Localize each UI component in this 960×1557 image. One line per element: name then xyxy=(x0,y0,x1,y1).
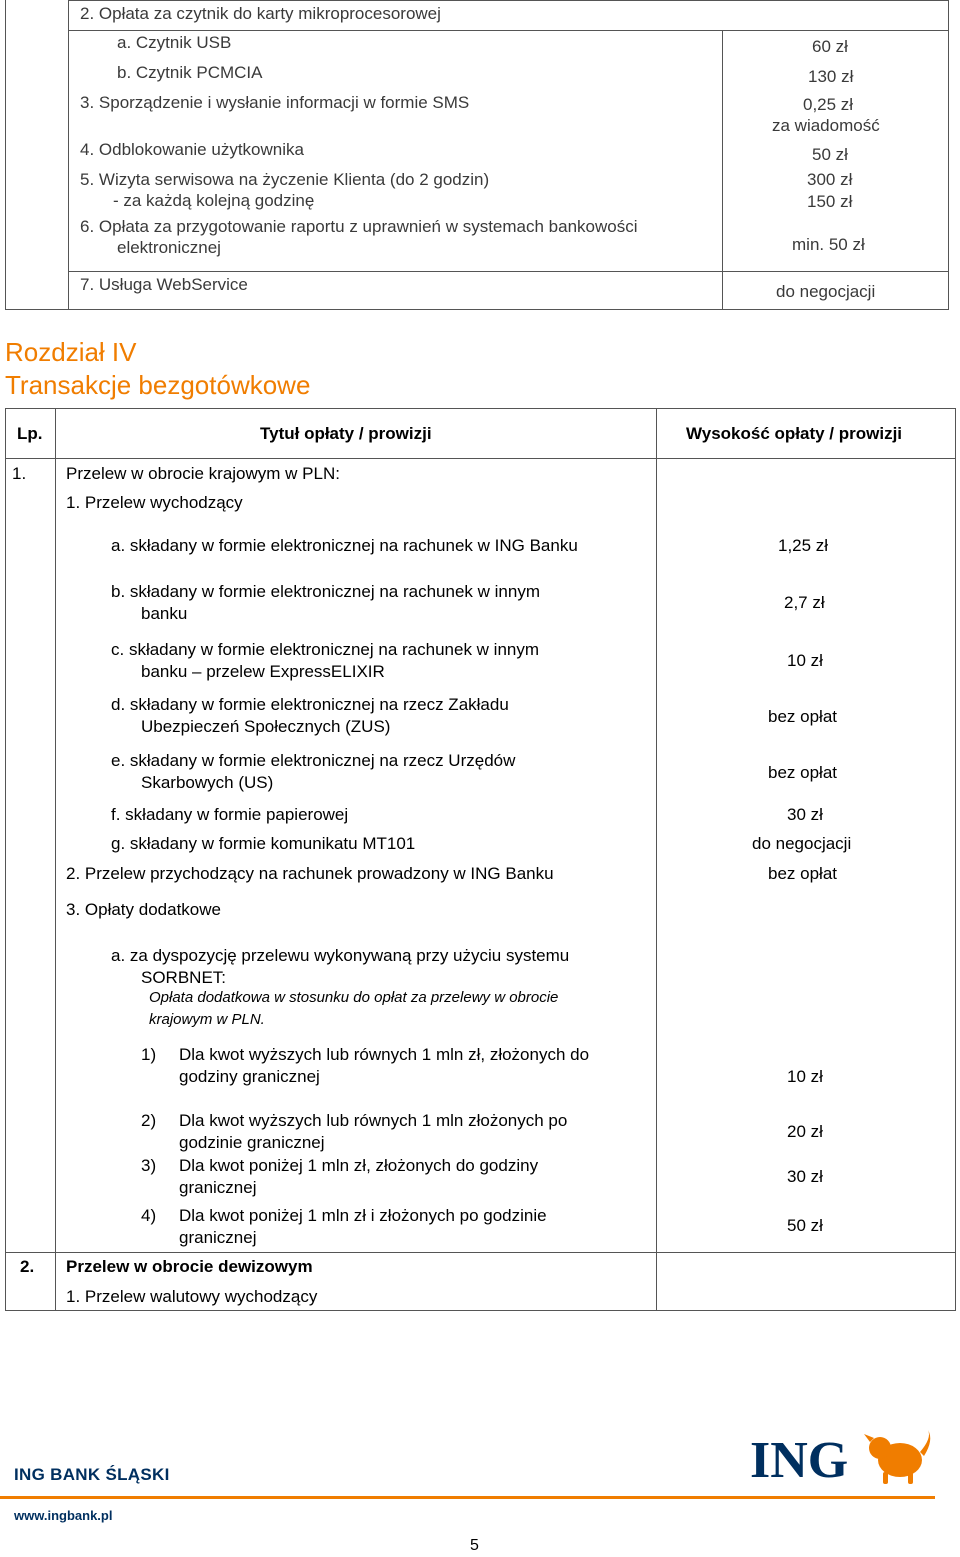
table-border xyxy=(55,408,56,1311)
incoming-transfer-value: bez opłat xyxy=(768,864,837,883)
fee-value: 300 zł xyxy=(807,170,853,189)
group-number: 2. xyxy=(20,1257,35,1276)
transfer-row-value: 30 zł xyxy=(787,805,823,824)
transfer-row-value: 2,7 zł xyxy=(784,593,825,612)
transfer-row-value: do negocjacji xyxy=(752,834,852,853)
group-number: 1. xyxy=(12,464,27,483)
fee-value: 150 zł xyxy=(807,192,853,211)
table-border xyxy=(68,30,949,31)
transfer-row-value: bez opłat xyxy=(768,763,837,782)
fee-item: elektronicznej xyxy=(117,238,221,257)
sub-item-value: 30 zł xyxy=(787,1167,823,1186)
fee-item: 5. Wizyta serwisowa na życzenie Klienta (do 2 godzin) xyxy=(80,170,490,189)
bank-url: www.ingbank.pl xyxy=(14,1508,113,1523)
sub-item-label: granicznej xyxy=(179,1178,257,1197)
transfer-row-label: e. składany w formie elektronicznej na rzecz Urzędów xyxy=(111,751,516,770)
transfer-row-label: g. składany w formie komunikatu MT101 xyxy=(111,834,416,853)
fee-value: 50 zł xyxy=(812,145,848,164)
incoming-transfer-label: 2. Przelew przychodzący na rachunek prowadzony w ING Banku xyxy=(66,864,554,883)
fee-item: - za każdą kolejną godzinę xyxy=(113,191,315,210)
sub-item-label: godziny granicznej xyxy=(179,1067,320,1086)
sorbnet-label: a. za dyspozycję przelewu wykonywaną przy użyciu systemu xyxy=(111,946,570,965)
table-border xyxy=(5,1310,956,1311)
sub-item-number: 4) xyxy=(141,1206,157,1225)
header-title: Tytuł opłaty / prowizji xyxy=(260,424,432,443)
fee-item: 2. Opłata za czytnik do karty mikroprocesorowej xyxy=(80,4,441,23)
sub-item-label: Dla kwot poniżej 1 mln zł, złożonych do godziny xyxy=(179,1156,539,1175)
table-border xyxy=(5,0,6,310)
fee-value: min. 50 zł xyxy=(792,235,865,254)
footer-divider xyxy=(0,1496,935,1499)
table-border xyxy=(5,408,956,409)
sorbnet-note: krajowym w PLN. xyxy=(149,1011,265,1028)
lion-icon xyxy=(864,1430,930,1484)
transfer-row-label: f. składany w formie papierowej xyxy=(111,805,349,824)
fee-item: b. Czytnik PCMCIA xyxy=(117,63,263,82)
sub-item-number: 1) xyxy=(141,1045,157,1064)
table-border xyxy=(5,408,6,1311)
section-subtitle: Transakcje bezgotówkowe xyxy=(5,370,311,400)
sub-item-label: granicznej xyxy=(179,1228,257,1247)
transfer-row-label: banku – przelew ExpressELIXIR xyxy=(141,662,385,681)
header-amount: Wysokość opłaty / prowizji xyxy=(686,424,903,443)
transfer-row-label: Ubezpieczeń Społecznych (ZUS) xyxy=(141,717,391,736)
sub-item-value: 10 zł xyxy=(787,1067,823,1086)
table-border xyxy=(955,408,956,1311)
table-border xyxy=(722,30,723,310)
subsection-label: 1. Przelew walutowy wychodzący xyxy=(66,1287,318,1306)
table-border xyxy=(5,458,956,459)
fee-item: 6. Opłata za przygotowanie raportu z uprawnień w systemach bankowości xyxy=(80,217,638,236)
fee-item: 3. Sporządzenie i wysłanie informacji w formie SMS xyxy=(80,93,470,112)
fee-value: za wiadomość xyxy=(772,116,880,135)
sorbnet-label: SORBNET: xyxy=(141,968,227,987)
sub-item-label: Dla kwot poniżej 1 mln zł i złożonych po godzinie xyxy=(179,1206,547,1225)
section-title: Rozdział IV xyxy=(5,337,137,367)
table-border xyxy=(656,408,657,1311)
sub-item-value: 50 zł xyxy=(787,1216,823,1235)
table-border xyxy=(5,309,949,310)
transfer-row-value: 1,25 zł xyxy=(778,536,829,555)
subsection-label: 3. Opłaty dodatkowe xyxy=(66,900,221,919)
sorbnet-note: Opłata dodatkowa w stosunku do opłat za przelewy w obrocie xyxy=(149,989,559,1006)
transfer-row-label: Skarbowych (US) xyxy=(141,773,274,792)
table-border xyxy=(68,271,949,272)
ing-logo xyxy=(750,1428,936,1493)
sub-item-number: 2) xyxy=(141,1111,157,1130)
transfer-row-label: a. składany w formie elektronicznej na rachunek w ING Banku xyxy=(111,536,578,555)
fee-item: 4. Odblokowanie użytkownika xyxy=(80,140,304,159)
transfer-row-value: bez opłat xyxy=(768,707,837,726)
sub-item-value: 20 zł xyxy=(787,1122,823,1141)
sub-item-label: godzinie granicznej xyxy=(179,1133,325,1152)
group-title: Przelew w obrocie krajowym w PLN: xyxy=(66,464,340,483)
transfer-row-label: c. składany w formie elektronicznej na rachunek w innym xyxy=(111,640,540,659)
logo-text: ING xyxy=(750,1432,849,1488)
subsection-label: 1. Przelew wychodzący xyxy=(66,493,243,512)
page-number: 5 xyxy=(470,1537,479,1554)
sub-item-label: Dla kwot wyższych lub równych 1 mln zł, złożonych do xyxy=(179,1045,590,1064)
fee-value: do negocjacji xyxy=(776,282,876,301)
bank-name: ING BANK ŚLĄSKI xyxy=(14,1465,170,1484)
fee-item: a. Czytnik USB xyxy=(117,33,232,52)
table-border xyxy=(948,0,949,310)
header-lp: Lp. xyxy=(17,424,43,443)
table-border xyxy=(68,0,69,310)
transfer-row-label: d. składany w formie elektronicznej na rzecz Zakładu xyxy=(111,695,509,714)
transfer-row-label: banku xyxy=(141,604,188,623)
table-border xyxy=(68,0,949,1)
group-title: Przelew w obrocie dewizowym xyxy=(66,1257,313,1276)
table-border xyxy=(5,1252,956,1253)
fee-item: 7. Usługa WebService xyxy=(80,275,248,294)
fee-value: 130 zł xyxy=(808,67,854,86)
transfer-row-value: 10 zł xyxy=(787,651,823,670)
fee-value: 0,25 zł xyxy=(803,95,854,114)
transfer-row-label: b. składany w formie elektronicznej na rachunek w innym xyxy=(111,582,540,601)
sub-item-number: 3) xyxy=(141,1156,157,1175)
fee-value: 60 zł xyxy=(812,37,848,56)
sub-item-label: Dla kwot wyższych lub równych 1 mln złożonych po xyxy=(179,1111,568,1130)
